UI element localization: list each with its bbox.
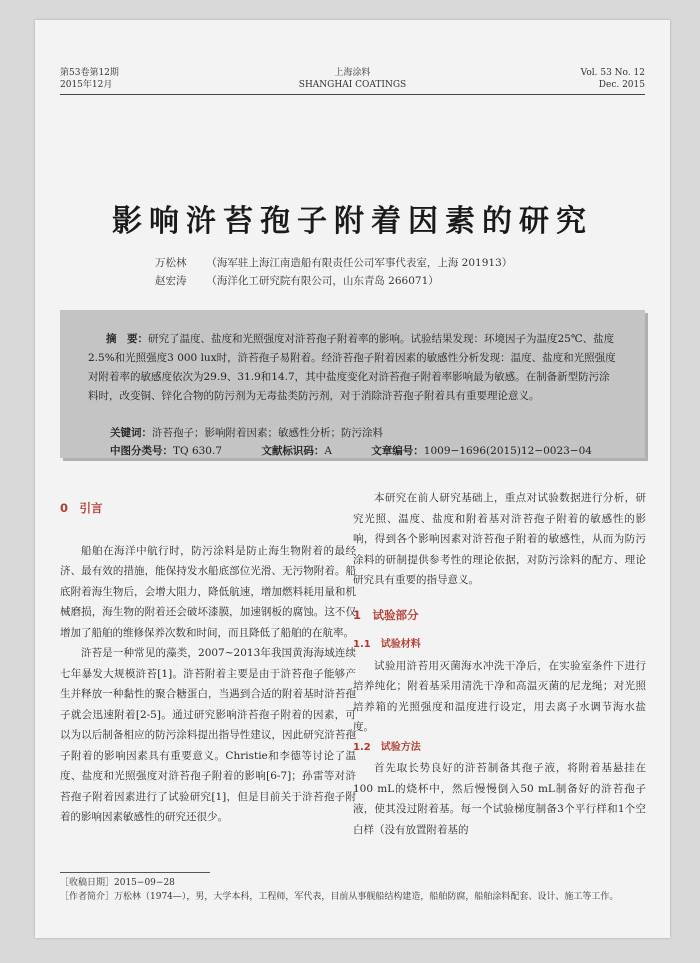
subsection-heading-methods: 1.2 试验方法: [353, 741, 421, 753]
class-label: 中图分类号：: [110, 445, 173, 457]
journal-name: 上海涂料 SHANGHAI COATINGS: [298, 68, 407, 90]
header-divider: [60, 94, 645, 95]
paper-page: [35, 20, 670, 938]
left-column: [60, 498, 356, 828]
article-number-label: 文章编号：: [371, 445, 424, 457]
section-heading-intro: 0 引言: [60, 501, 103, 515]
footnote-divider: [60, 872, 210, 873]
keywords: [110, 425, 383, 440]
abstract-box: [60, 310, 645, 458]
section-heading-experiment: 1 试验部分: [353, 607, 419, 622]
author-entry: [155, 254, 512, 272]
journal-issue-info: 第53卷第12期 2015年12月: [60, 68, 119, 90]
author-name: 万松林: [155, 257, 187, 269]
abstract-body: 研究了温度、盐度和光照强度对浒苔孢子附着率的影响。试验结果发现：环境因子为温度25℃、盐度2.5%和光照强度3 000 lux时，浒苔孢子易附着。经浒苔孢子附着因素的敏感性分析发现：温度、盐度和光照强度对附着率的敏感度依次为29.9、31.9和14.7，其中盐度变化对浒苔孢子附着率影响最为敏感。在制备新型防污涂料时，改变铜、锌化合物的防污剂为无毒盐类防污剂，对于消除浒苔孢子附着具有重要理论意义。: [88, 333, 616, 402]
author-bio: ［作者简介］万松林（1974—），男，大学本科，工程师，军代表，目前从事舰船结构建造，船舶防腐，船舶涂料配套、设计、施工等工作。: [60, 892, 619, 902]
doc-code-label: 文献标识码：: [261, 445, 325, 457]
paper-title: 影响浒苔孢子附着因素的研究: [112, 204, 593, 239]
author-affiliation: （海洋化工研究院有限公司，山东青岛 266071）: [206, 275, 439, 287]
subsection-heading-materials: 1.1 试验材料: [353, 639, 421, 650]
classification-line: [110, 443, 592, 458]
author-affiliation: （海军驻上海江南造船有限责任公司军事代表室，上海 201913）: [206, 257, 513, 269]
abstract-label: 摘 要：: [106, 333, 148, 345]
keywords-label: 关键词：: [110, 427, 152, 439]
author-entry: [155, 272, 512, 290]
article-number-value: 1009−1696(2015)12−0023−04: [423, 445, 592, 457]
keywords-value: 浒苔孢子；影响附着因素；敏感性分析；防污涂料: [152, 427, 383, 439]
paragraph: 船舶在海洋中航行时，防污涂料是防止海生物附着的最经济、最有效的措施，能保持发水船底部位光滑、无污物附着。船底附着海生物后，会增大阻力，降低航速，增加燃料耗用量和机械磨损，海生物的附着还会破坏漆膜，加速钢板的腐蚀。这不仅增加了船舶的维修保养次数和时间，而且降低了船舶的在航率。: [60, 544, 356, 639]
author-name: 赵宏涛: [155, 275, 187, 287]
paragraph: 本研究在前人研究基础上，重点对试验数据进行分析，研究光照、温度、盐度和附着基对浒苔孢子附着的敏感性的影响，得到各个影响因素对浒苔孢子附着的敏感性，从而为防污涂料的研制提供参考性的理论依据，对防污涂料的配方、理论研究具有重要的指导意义。: [353, 492, 646, 586]
paragraph: 试验用浒苔用灭菌海水冲洗干净后，在实验室条件下进行培养纯化；附着基采用清洗干净和高温灭菌的尼龙绳；对光照培养箱的光照强度和温度进行设定，用去离子水调节海水盐度。: [353, 659, 646, 733]
received-date: ［收稿日期］2015−09−28: [60, 878, 175, 888]
author-list: [155, 254, 512, 290]
abstract-text: [88, 330, 620, 406]
right-column: [353, 488, 646, 840]
paragraph: 首先取长势良好的浒苔制备其孢子液，将附着基悬挂在100 mL的烧杯中，然后慢慢倒入50 mL制备好的浒苔孢子液，使其没过附着基。每一个试验梯度制备3个平行样和1个空白样（没有放置附着基的: [353, 762, 646, 836]
paragraph: 浒苔是一种常见的藻类，2007~2013年我国黄海海域连续七年暴发大规模浒苔[1]。浒苔附着主要是由于浒苔孢子能够产生并释放一种黏性的聚合糖蛋白，当遇到合适的附着基时浒苔孢子就会迅速附着[2-5]。通过研究影响浒苔孢子附着的因素，可以为以后制备相应的防污涂料提出指导性建议，因此研究浒苔孢子附着的影响因素具有重要意义。Christie和李德等讨论了温度、盐度和光照强度对浒苔孢子附着的影响[6-7]；孙雷等对浒苔孢子附着因素进行了试验研究[1]，但是目前关于浒苔孢子附着的影响因素敏感性的研究还很少。: [60, 647, 356, 823]
journal-volume-info: Vol. 53 No. 12 Dec. 2015: [580, 68, 645, 90]
doc-code-value: A: [324, 445, 332, 457]
class-value: TQ 630.7: [173, 445, 223, 457]
